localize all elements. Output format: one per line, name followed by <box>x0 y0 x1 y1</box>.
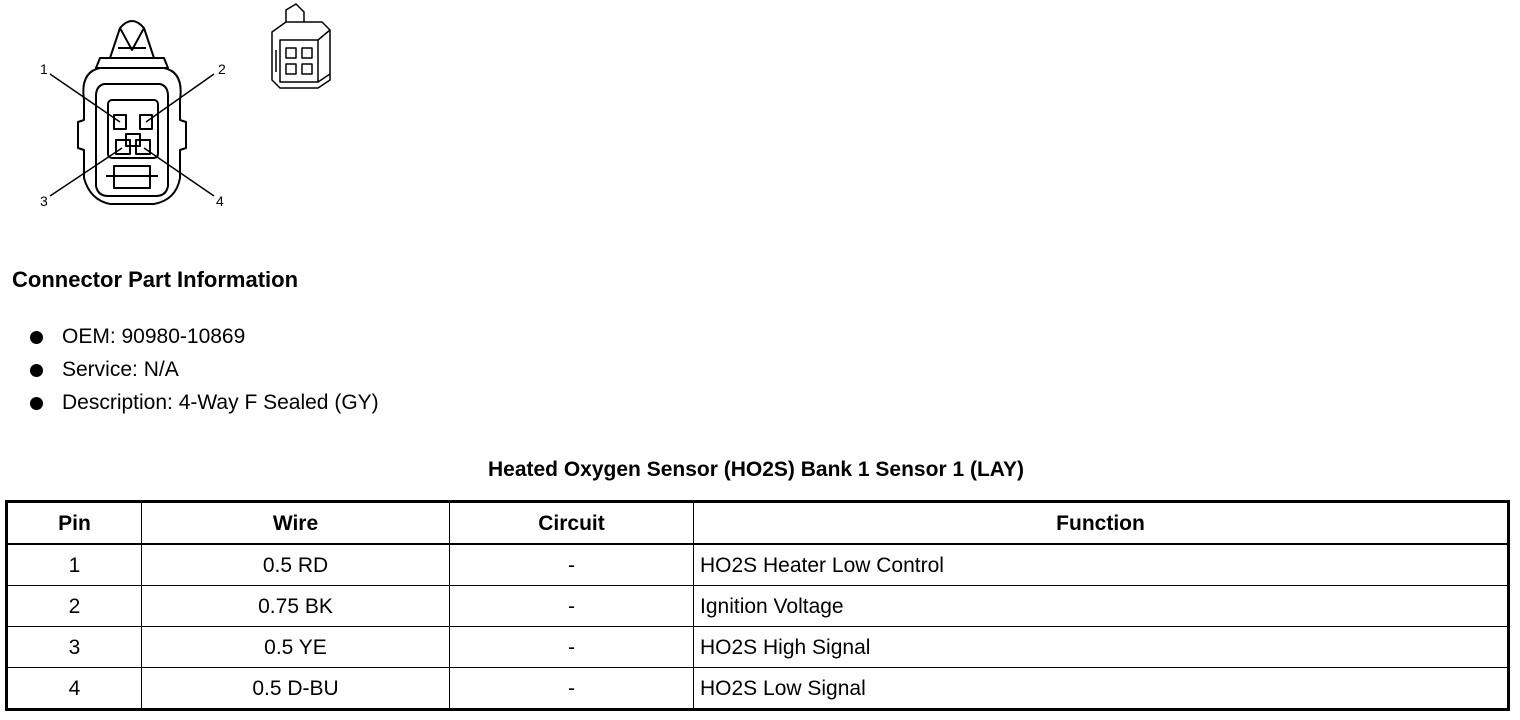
part-info-service: Service: N/A <box>30 353 379 386</box>
table-row <box>7 668 1509 710</box>
cell-wire: 0.5 D-BU <box>142 668 450 710</box>
cell-pin: 2 <box>7 586 142 627</box>
pin-label-2: 2 <box>218 61 226 77</box>
cell-wire: 0.5 RD <box>142 544 450 586</box>
cell-function: HO2S Heater Low Control <box>694 544 1509 586</box>
pin-label-4: 4 <box>216 193 224 209</box>
part-info-oem: OEM: 90980-10869 <box>30 320 379 353</box>
cell-circuit: - <box>450 586 694 627</box>
header-wire: Wire <box>142 502 450 545</box>
part-info-title: Connector Part Information <box>12 267 299 292</box>
cell-function: HO2S Low Signal <box>694 668 1509 710</box>
connector-diagram <box>0 0 360 225</box>
table-row <box>7 544 1509 586</box>
connector-body <box>78 68 186 204</box>
cell-function: Ignition Voltage <box>694 586 1509 627</box>
table-header-row <box>7 502 1509 545</box>
table-row <box>7 586 1509 627</box>
cell-wire: 0.75 BK <box>142 586 450 627</box>
part-info-list <box>30 320 379 419</box>
connector-flange <box>96 58 168 68</box>
cell-wire: 0.5 YE <box>142 627 450 668</box>
cell-circuit: - <box>450 627 694 668</box>
cell-pin: 1 <box>7 544 142 586</box>
header-pin: Pin <box>7 502 142 545</box>
pin-label-3: 3 <box>40 193 48 209</box>
cell-circuit: - <box>450 544 694 586</box>
cell-function: HO2S High Signal <box>694 627 1509 668</box>
cell-pin: 4 <box>7 668 142 710</box>
pin-label-1: 1 <box>40 61 48 77</box>
connector-thumbnail <box>272 4 330 88</box>
cell-circuit: - <box>450 668 694 710</box>
table-row <box>7 627 1509 668</box>
header-function: Function <box>694 502 1509 545</box>
connector-lock-tab <box>110 21 154 58</box>
pin-table <box>5 500 1510 711</box>
cell-pin: 3 <box>7 627 142 668</box>
part-info-description: Description: 4-Way F Sealed (GY) <box>30 386 379 419</box>
header-circuit: Circuit <box>450 502 694 545</box>
pin-table-title: Heated Oxygen Sensor (HO2S) Bank 1 Sensor 1 (LAY) <box>487 458 1025 481</box>
